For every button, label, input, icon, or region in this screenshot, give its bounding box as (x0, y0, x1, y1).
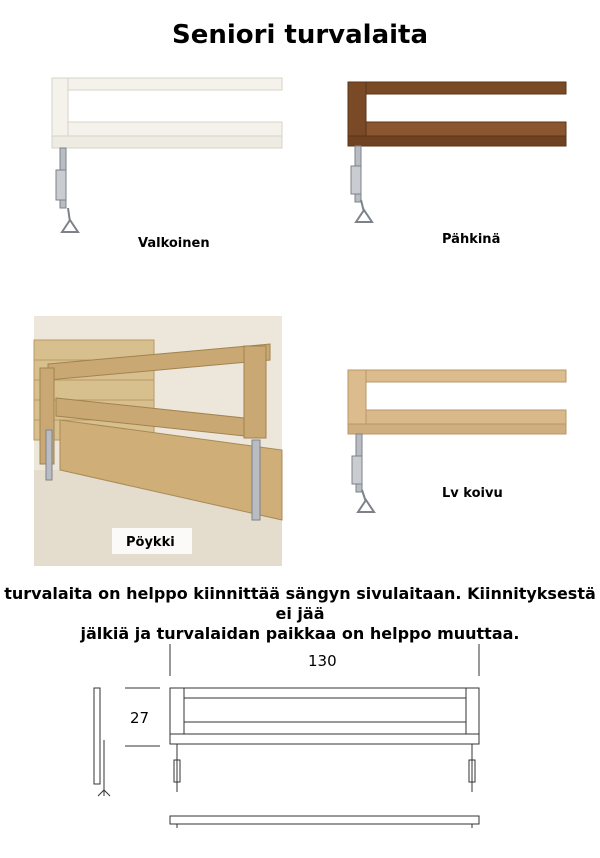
page-title: Seniori turvalaita (171, 20, 429, 50)
product-image-poykki (34, 316, 282, 566)
product-label-pahkina: Pähkinä (442, 232, 501, 247)
product-image-valkoinen (52, 78, 282, 232)
dimension-height: 27 (130, 709, 150, 727)
product-label-lv-koivu: Lv koivu (442, 486, 503, 501)
product-description (0, 584, 600, 644)
technical-drawing (94, 644, 479, 828)
product-label-poykki: Pöykki (126, 535, 175, 550)
product-label-valkoinen: Valkoinen (138, 236, 210, 251)
dimension-width: 130 (308, 652, 337, 670)
product-image-pahkina (348, 82, 566, 222)
description-line-2: jälkiä ja turvalaidan paikkaa on helppo muuttaa. (80, 624, 520, 643)
description-line-1: turvalaita on helppo kiinnittää sängyn sivulaitaan. Kiinnityksestä ei jää (4, 584, 596, 623)
